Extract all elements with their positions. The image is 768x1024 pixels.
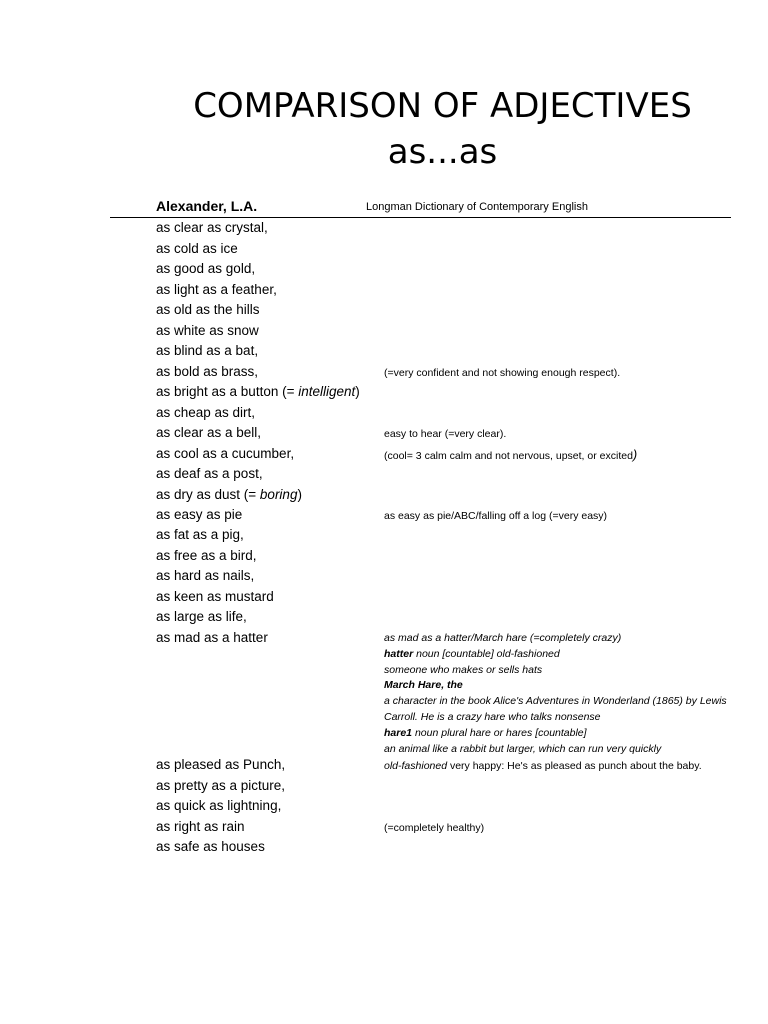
- list-item: [156, 362, 756, 382]
- list-item: [156, 300, 756, 320]
- list-item: [156, 341, 756, 361]
- headword: March Hare, the: [384, 679, 463, 692]
- list-item: [156, 505, 756, 525]
- list-item: [156, 259, 756, 279]
- hatter-line: someone who makes or sells hats: [384, 663, 543, 676]
- hatter-line: [384, 631, 734, 647]
- hatter-line: an animal like a rabbit but larger, which can run very quickly: [384, 742, 662, 755]
- phrase-text: as good as gold,: [156, 261, 256, 276]
- note-main: (cool= 3 calm calm and not nervous, upset, or excited: [384, 450, 633, 462]
- hatter-line-rest: as a hatter/March hare (=completely crazy): [421, 632, 622, 644]
- phrase-text: as clear as a bell,: [156, 425, 262, 440]
- definition-note: as easy as pie/ABC/falling off a log (=very easy): [384, 510, 608, 522]
- list-item: [156, 321, 756, 341]
- list-item: [156, 776, 756, 796]
- phrase-text: as cold as ice: [156, 241, 238, 256]
- phrase-text: as quick as lightning,: [156, 798, 282, 813]
- phrase-text: as large as life,: [156, 609, 247, 624]
- definition-note: [384, 448, 637, 463]
- phrase-text: as old as the hills: [156, 302, 260, 317]
- note-main: very happy: He's as pleased as punch about the baby.: [447, 760, 702, 772]
- list-item: [156, 566, 756, 586]
- definition-note: (=completely healthy): [384, 822, 485, 834]
- list-item: [156, 546, 756, 566]
- hatter-line: [384, 647, 734, 663]
- list-item: [156, 382, 756, 402]
- page-subtitle: as...as: [387, 132, 498, 172]
- phrase-text: as keen as mustard: [156, 589, 274, 604]
- hatter-line: [384, 726, 734, 742]
- phrase-text: [156, 382, 360, 402]
- list-item: [156, 218, 756, 238]
- list-item: [156, 423, 756, 443]
- hatter-definition-block: [384, 631, 734, 757]
- list-item: [156, 796, 756, 816]
- phrase-close: ): [355, 384, 360, 399]
- phrase-text: as cool as a cucumber,: [156, 446, 295, 461]
- phrase-text: as clear as crystal,: [156, 220, 268, 235]
- phrase-text: as pleased as Punch,: [156, 757, 286, 772]
- register-label: old-fashioned: [384, 760, 448, 772]
- phrase-text: as blind as a bat,: [156, 343, 259, 358]
- phrase-text: as pretty as a picture,: [156, 778, 286, 793]
- hatter-line: Carroll. He is a crazy hare who talks nonsense: [384, 710, 601, 723]
- list-item: [156, 755, 756, 775]
- list-item: [156, 607, 756, 627]
- phrase-italic: boring: [259, 487, 298, 502]
- phrase-text: [156, 485, 302, 505]
- phrase-text: as white as snow: [156, 323, 259, 338]
- list-item: [156, 817, 756, 837]
- phrase-main: as dry as dust (=: [156, 487, 260, 502]
- hatter-line: a character in the book Alice's Adventures in Wonderland (1865) by Lewis: [384, 695, 727, 708]
- phrase-text: as free as a bird,: [156, 548, 257, 563]
- author-name: Alexander, L.A.: [156, 198, 258, 214]
- phrase-text: as right as rain: [156, 819, 245, 834]
- source-reference: Longman Dictionary of Contemporary English: [366, 201, 588, 213]
- page-title: COMPARISON OF ADJECTIVES: [193, 86, 692, 126]
- phrase-italic: intelligent: [298, 384, 356, 399]
- list-item: [156, 464, 756, 484]
- phrase-main: as bright as a button (=: [156, 384, 299, 399]
- phrase-text: as deaf as a post,: [156, 466, 263, 481]
- phrase-text: as easy as pie: [156, 507, 243, 522]
- phrase-text: as fat as a pig,: [156, 527, 244, 542]
- grammar-label: noun [countable] old-fashioned: [413, 647, 560, 660]
- list-item: [156, 525, 756, 545]
- phrase-close: ): [297, 487, 302, 502]
- phrase-text: as safe as houses: [156, 839, 265, 854]
- list-item: [156, 239, 756, 259]
- definition-note: easy to hear (=very clear).: [384, 428, 507, 440]
- phrase-text: as hard as nails,: [156, 568, 255, 583]
- definition-note: (=very confident and not showing enough respect).: [384, 367, 621, 379]
- grammar-label: noun plural hare or hares [countable]: [412, 726, 587, 739]
- note-close: ): [632, 447, 638, 462]
- definition-note: [384, 759, 702, 773]
- list-item: [156, 485, 756, 505]
- headword: hatter: [384, 647, 414, 660]
- list-item: [156, 587, 756, 607]
- phrase-text: as cheap as dirt,: [156, 405, 256, 420]
- phrase-text: as mad as a hatter: [156, 630, 268, 645]
- phrase-text: as bold as brass,: [156, 364, 259, 379]
- list-item: [156, 444, 756, 464]
- list-item: [156, 837, 756, 857]
- phrase-text: as light as a feather,: [156, 282, 277, 297]
- list-item: [156, 403, 756, 423]
- headword: hare1: [384, 726, 413, 739]
- hatter-line-lead: as mad: [384, 632, 422, 644]
- list-item: [156, 280, 756, 300]
